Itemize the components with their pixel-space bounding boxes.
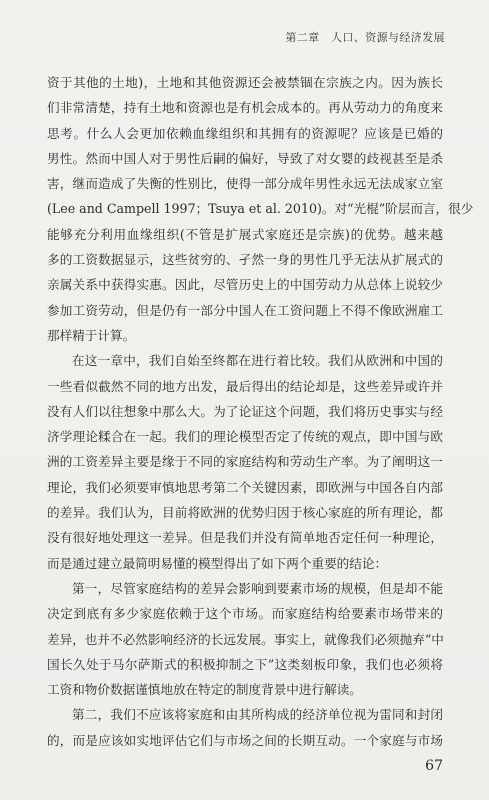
text-line: 资于其他的土地)，土地和其他资源还会被禁锢在宗族之内。因为族长 [47,75,443,90]
text-line: 思考。什么人会更加依赖血缘组织和其拥有的资源呢？应该是已婚的 [47,125,443,141]
paragraph [47,348,443,576]
text-line: 济学理论糅合在一起。我们的理论模型否定了传统的观点，即中国与欧 [47,429,443,445]
paragraph [47,702,443,753]
text-line: 们非常清楚，持有土地和资源也是有机会成本的。再从劳动力的角度来 [47,100,443,116]
text-line: 能够充分利用血缘组织(不管是扩展式家庭还是宗族)的优势。越来越 [47,226,443,242]
text-line: 第二，我们不应该将家庭和由其所构成的经济单位视为雷同和封闭 [72,707,443,723]
text-line: 理论，我们必须要审慎地思考第二个关键因素，即欧洲与中国各自内部 [47,479,443,495]
text-line: 国长久处于马尔萨斯式的积极抑制之下”这类刻板印象，我们也必须将 [47,656,443,672]
text-line: 亲属关系中获得实惠。因此，尽管历史上的中国劳动力从总体上说较少 [47,277,443,293]
text-line: 的，而是应该如实地评估它们与市场之间的长期互动。一个家庭与市场 [47,732,443,748]
page-number: 67 [425,758,443,774]
text-line: 那样精于计算。 [47,327,136,343]
text-line: 没有人们以往想象中那么大。为了论证这个问题，我们将历史事实与经 [47,403,443,419]
text-line: 男性。然而中国人对于男性后嗣的偏好，导致了对女婴的歧视甚至是杀 [47,150,443,166]
text-line: 工资和物价数据谨慎地放在特定的制度背景中进行解读。 [47,682,362,698]
text-line: 而是通过建立最简明易懂的模型得出了如下两个重要的结论： [47,555,388,571]
text-line: 第一，尽管家庭结构的差异会影响到要素市场的规模，但是却不能 [72,580,443,596]
text-line: 的差异。我们认为，目前将欧洲的优势归因于核心家庭的所有理论，都 [47,505,443,521]
text-line: 一些看似截然不同的地方出发，最后得出的结论却是，这些差异或许并 [47,378,443,394]
text-line: 洲的工资差异主要是缘于不同的家庭结构和劳动生产率。为了阐明这一 [47,454,443,470]
paragraph [47,576,443,702]
text-line: (Lee and Campell 1997；Tsuya et al. 2010)。对“光棍”阶层而言，很少 [47,201,474,217]
text-line: 在这一章中，我们自始至终都在进行着比较。我们从欧洲和中国的 [72,353,443,369]
text-line: 没有很好地处理这一差异。但是我们并没有简单地否定任何一种理论， [47,530,443,546]
text-line: 害，继而造成了失衡的性别比，使得一部分成年男性永远无法成家立室 [47,176,443,192]
paragraph [47,70,474,348]
running-head: 第二章 人口、资源与经济发展 [285,31,445,44]
text-line: 决定到底有多少家庭依赖于这个市场。而家庭结构给要素市场带来的 [47,606,443,622]
body-text [47,70,474,753]
text-line: 参加工资劳动，但是仍有一部分中国人在工资问题上不得不像欧洲雇工 [47,302,443,318]
text-line: 差异，也并不必然影响经济的长远发展。事实上，就像我们必须抛弃“中 [47,631,444,647]
text-line: 多的工资数据显示，这些贫穷的、孑然一身的男性几乎无法从扩展式的 [47,252,443,268]
